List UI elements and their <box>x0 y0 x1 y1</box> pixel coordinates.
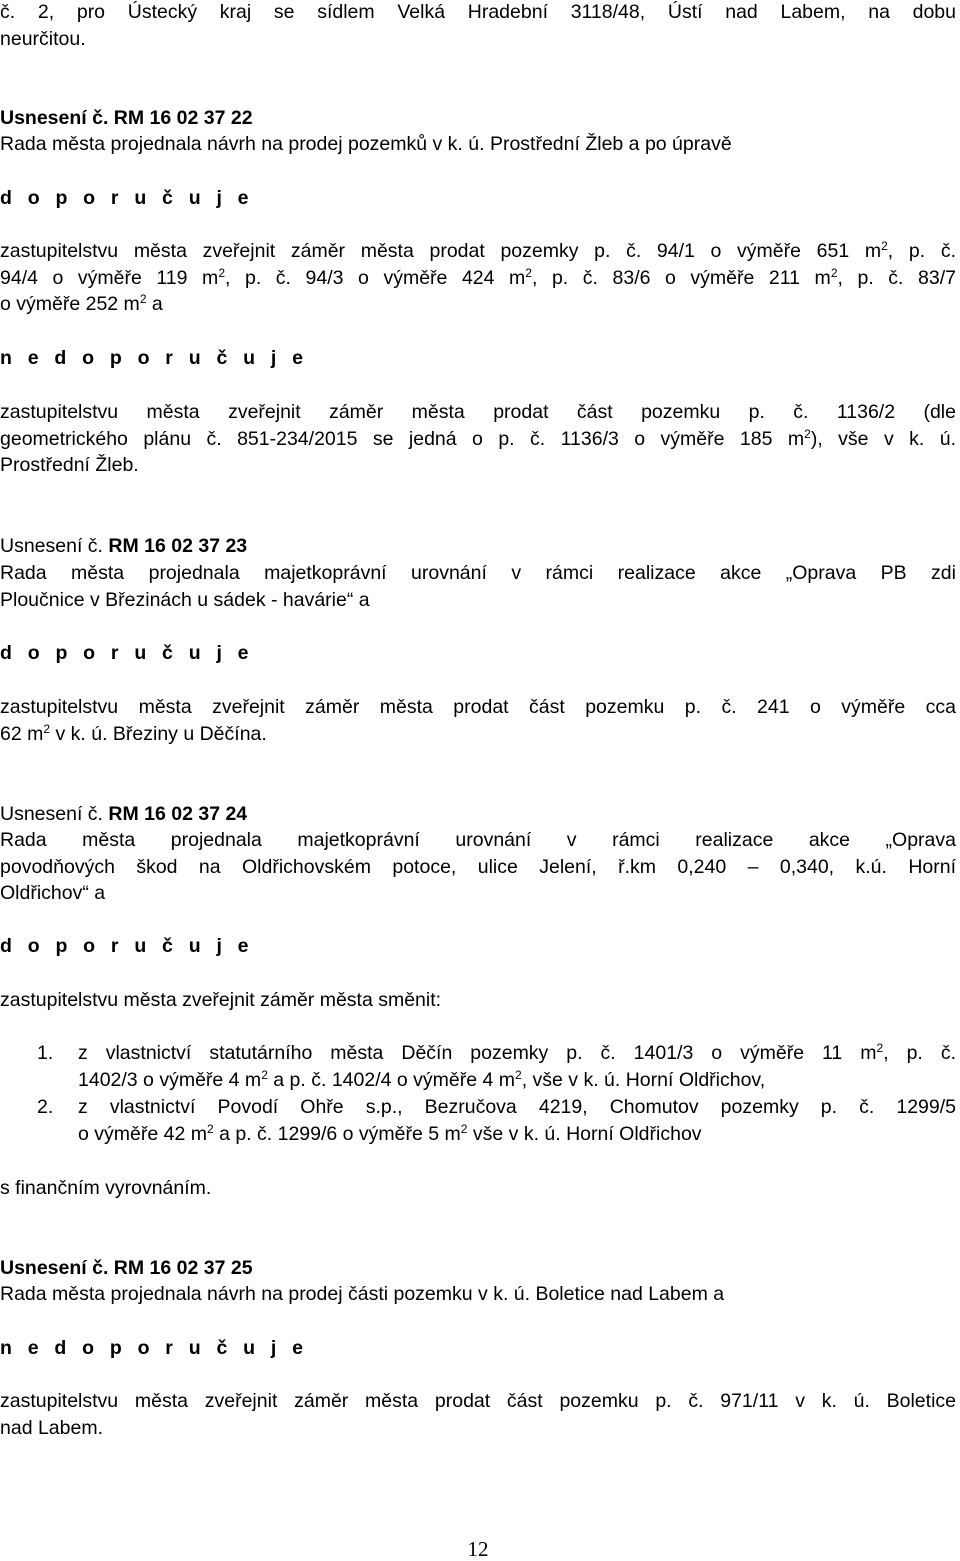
text-line: 1402/3 o výměře 4 $m^2$ a p. č. 1402/4 o výměře 4 $m^2$, vše v k. ú. Horní Oldřichov, <box>78 1067 766 1091</box>
resolution-23-recommends: d o p o r u č u j e <box>0 642 254 664</box>
resolution-22-recommend-text <box>0 238 956 318</box>
resolution-25-description: Rada města projednala návrh na prodej části pozemku v k. ú. Boletice nad Labem a <box>0 1283 725 1305</box>
list-item-number: 1. <box>37 1042 54 1064</box>
resolution-23-description <box>0 560 956 613</box>
text-line: č. 2, pro Ústecký kraj se sídlem Velká Hradební 3118/48, Ústí nad Labem, na dobu <box>0 1 956 23</box>
resolution-22-not-recommend-text <box>0 399 956 479</box>
text-line: neurčitou. <box>0 27 86 50</box>
resolution-25-not-recommend-text <box>0 1388 956 1441</box>
resolution-25-not-recommends: n e d o p o r u č u j e <box>0 1337 309 1359</box>
resolution-25-heading: Usnesení č. RM 16 02 37 25 <box>0 1257 253 1279</box>
text-line: o výměře 252 $m^2$ a <box>0 292 163 315</box>
resolution-24-recommends: d o p o r u č u j e <box>0 935 254 957</box>
page-number: 12 <box>467 1537 489 1561</box>
list-item-number: 2. <box>37 1096 54 1118</box>
intro-paragraph <box>0 0 956 52</box>
text-line: Prostřední Žleb. <box>0 454 139 476</box>
text-line: Oldřichov“ a <box>0 882 106 904</box>
resolution-23-recommend-text <box>0 694 956 747</box>
list-item <box>0 1040 956 1093</box>
resolution-24-outro: s finančním vyrovnáním. <box>0 1177 212 1199</box>
text-line: povodňových škod na Oldřichovském potoce, ulice Jelení, ř.km 0,240 – 0,340, k.ú. Horní <box>0 855 956 878</box>
text-line: zastupitelstvu města zveřejnit záměr města prodat část pozemku p. č. 1136/2 (dle <box>0 401 956 423</box>
text-line: zastupitelstvu města zveřejnit záměr města prodat pozemky p. č. 94/1 o výměře 651 $m^2$, p. č. <box>0 239 956 262</box>
text-line: 94/4 o výměře 119 $m^2$, p. č. 94/3 o výměře 424 $m^2$, p. č. 83/6 o výměře 211 $m^2$, p. č. 83/7 <box>0 265 956 289</box>
text-line: Ploučnice v Březinách u sádek - havárie“ a <box>0 588 370 611</box>
text-line: z vlastnictví Povodí Ohře s.p., Bezručova 4219, Chomutov pozemky p. č. 1299/5 <box>78 1096 956 1118</box>
resolution-22-recommends: d o p o r u č u j e <box>0 187 254 209</box>
text-line: nad Labem. <box>0 1416 103 1439</box>
text-line: 62 $m^2$ v k. ú. Březiny u Děčína. <box>0 721 267 745</box>
resolution-23-heading: Usnesení č. RM 16 02 37 23 <box>0 535 248 557</box>
resolution-24-exchange-intro: zastupitelstvu města zveřejnit záměr města směnit: <box>0 989 442 1011</box>
list-item <box>0 1094 956 1147</box>
resolution-22-description: Rada města projednala návrh na prodej pozemků v k. ú. Prostřední Žleb a po úpravě <box>0 133 732 155</box>
resolution-22-not-recommends: n e d o p o r u č u j e <box>0 347 309 369</box>
text-line: o výměře 42 $m^2$ a p. č. 1299/6 o výměře 5 $m^2$ vše v k. ú. Horní Oldřichov <box>78 1121 702 1145</box>
text-line: Rada města projednala majetkoprávní urovnání v rámci realizace akce „Oprava <box>0 829 956 851</box>
resolution-24-heading: Usnesení č. RM 16 02 37 24 <box>0 803 248 825</box>
text-line: geometrického plánu č. 851-234/2015 se jedná o p. č. 1136/3 o výměře 185 $m^2$), vše v k. ú. <box>0 426 957 450</box>
resolution-22-heading: Usnesení č. RM 16 02 37 22 <box>0 107 253 129</box>
text-line: zastupitelstvu města zveřejnit záměr města prodat část pozemku p. č. 241 o výměře cca <box>0 696 956 718</box>
text-line: Rada města projednala majetkoprávní urovnání v rámci realizace akce „Oprava PB zdi <box>0 562 956 584</box>
text-line: z vlastnictví statutárního města Děčín pozemky p. č. 1401/3 o výměře 11 $m^2$, p. č. <box>78 1041 956 1064</box>
resolution-24-description <box>0 827 956 907</box>
text-line: zastupitelstvu města zveřejnit záměr města prodat část pozemku p. č. 971/11 v k. ú. Boletice <box>0 1390 956 1412</box>
